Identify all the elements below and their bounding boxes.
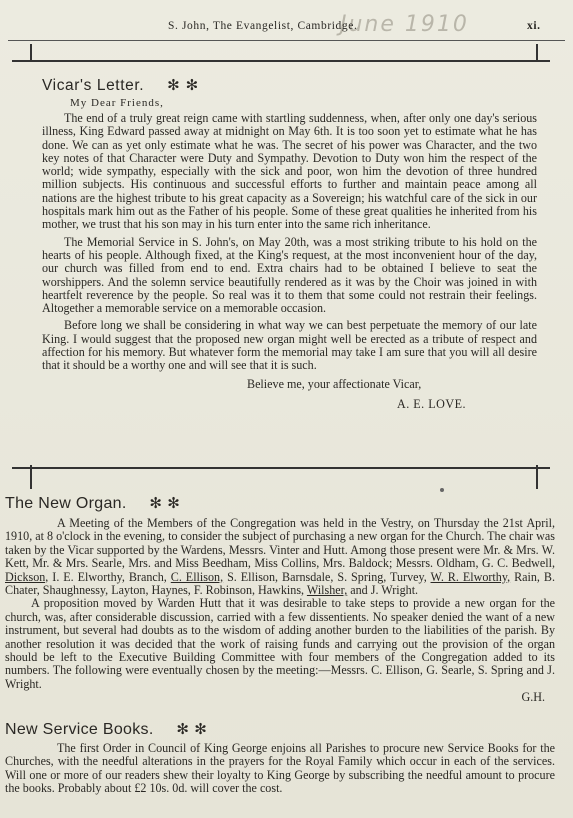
vicar-letter-box (12, 60, 550, 469)
fleuron-ornament-icon: ✻ ✻ (149, 494, 181, 512)
organ-text: I. E. Elworthy, Branch, (52, 569, 167, 584)
print-speck (440, 488, 444, 492)
organ-paragraph: A proposition moved by Warden Hutt that it was desirable to take steps to provide a new organ for the church, was, after considerable discussion, carried with a few dissentients. No speaker denied the want of a new instrument, but several had doubts as to the wisdom of adding another burden to the liabilities of the parish. By another resolution it was decided that the work of raising funds and carrying out the provision of the organ should be left to the Executive Building Committee with four members of the Congregation added to its numbers. The following were eventually chosen by the meeting:—Messrs. C. Ellison, G. Searle, S. Spring and J. Wright. (5, 596, 555, 691)
service-books-paragraph: The first Order in Council of King George enjoins all Parishes to procure new Service Books for the Churches, with the needful alterations in the prayers for the Royal Family which occur in each of the services. Will one or more of our readers shew their loyalty to King George by subscribing the needful amount to procure the books. Probably about £2 10s. 0d. will cover the cost. (5, 741, 555, 796)
underlined-name: C. Ellison, (170, 569, 224, 584)
organ-text: and J. Wright. (350, 583, 419, 598)
service-books-title (5, 720, 207, 739)
page-number: xi. (527, 20, 541, 32)
vicar-letter-heading: Vicar's Letter. (42, 77, 145, 94)
underlined-name: Dickson, (5, 569, 49, 584)
service-books-section (5, 742, 555, 796)
service-books-heading: New Service Books. (5, 721, 154, 738)
letter-signature: A. E. LOVE. (397, 396, 466, 411)
new-organ-heading: The New Organ. (5, 495, 127, 512)
letter-closing: Believe me, your affectionate Vicar, (247, 376, 422, 391)
organ-text: A Meeting of the Members of the Congregation was held in the Vestry, on Thursday the 21st April, 1910, at 8 o'clock in the evening, to consider the subject of purchasing a new organ for the Church. The chair was taken by the Vicar supported by the Wardens, Messrs. Vinter and Hutt. Among those present were Mr. & Mrs. W. Kett, Mr. & Mrs. Searle, Mrs. and Miss Beedham, Miss Collins, Mrs. Baldock; Messrs. Oldham, G. C. Bedwell, (5, 516, 555, 571)
fleuron-ornament-icon: ✻ ✻ (167, 76, 199, 94)
organ-paragraph (5, 517, 555, 597)
running-title: S. John, The Evangelist, Cambridge. (168, 20, 358, 32)
letter-paragraph: The Memorial Service in S. John's, on May 20th, was a most striking tribute to his hold on the hearts of his people. Although fixed, at the King's request, at the most inconvenient hour of the day, our church was filled from end to end. Extra chairs had to be obtained I believe to seat the worshippers. And the solemn service beautifully rendered as it was by the Choir was joined in with heartfelt reverence by the people. So real was it to them that some could not restrain their feelings. Altogether a memorable service on a memorable occasion. (42, 234, 537, 316)
author-initials: G.H. (521, 690, 545, 705)
letter-paragraph: The end of a truly great reign came with startling suddenness, when, after only one day's serious illness, King Edward passed away at midnight on May 6th. It is too soon yet to estimate what he has done. We can as yet only estimate what he was. The secret of his power was Character, and the two key notes of that Character were Duty and Sympathy. Devotion to Duty won him the respect of the world; wide sympathy, especially with the sick and poor, won him the devotion of three hundred million subjects. His continuous and successful efforts to further and maintain peace among all nations are the highest tribute to his great capacity as a Sovereign; his watchful care of the sick in our hospitals mark him out as the Father of his people. Some of these great qualities he inherited from his mother, we trust that his son may in his turn enter into the same rich inheritance. (42, 111, 537, 232)
running-header (0, 12, 573, 38)
organ-text: Rain, B. Chater, Shaughnessy, Layton, Haynes, F. Robinson, Hawkins, (5, 569, 555, 598)
salutation: My Dear Friends, (70, 97, 164, 109)
fleuron-ornament-icon: ✻ ✻ (176, 720, 208, 738)
organ-text: S. Ellison, Barnsdale, S. Spring, Turvey, (227, 569, 427, 584)
header-rule (8, 40, 565, 41)
underlined-name: W. R. Elworthy, (430, 569, 511, 584)
handwritten-note: June 1910 (340, 12, 469, 37)
new-organ-section (5, 517, 555, 705)
underlined-name: Wilsher, (306, 583, 348, 598)
vicar-letter-title (42, 76, 537, 95)
new-organ-title (5, 494, 180, 513)
letter-paragraph: Before long we shall be considering in what way we can best perpetuate the memory of our late King. I would suggest that the proposed new organ might well be erected as a tribute of respect and affection for his memory. But whatever form the memorial may take I am sure that you will all desire that it should be a worthy one and will see that it is such. (42, 318, 537, 373)
